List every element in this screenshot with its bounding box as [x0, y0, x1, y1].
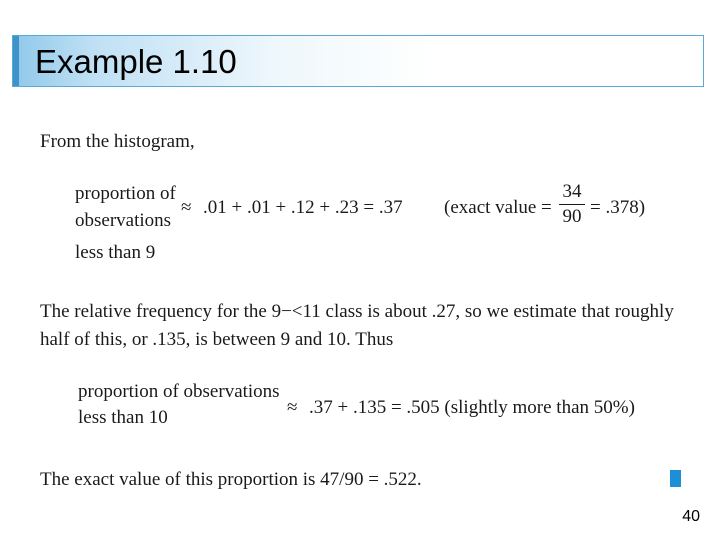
slide-title: Example 1.10 — [35, 43, 237, 80]
eq2-approx-symbol: ≈ — [287, 397, 298, 418]
eq1-fraction-numerator: 34 — [562, 181, 582, 202]
title-accent-edge — [13, 36, 19, 86]
eq1-fraction-bar — [559, 204, 585, 205]
paragraph-line2: half of this, or .135, is between 9 and 10. Thus — [40, 329, 394, 350]
eq1-fraction — [559, 181, 585, 228]
eq2-label-line1: proportion of observations — [78, 381, 280, 402]
eq1-fraction-denominator: 90 — [562, 206, 582, 227]
paragraph-line1: The relative frequency for the 9−<11 class is about .27, so we estimate that roughly — [40, 301, 674, 322]
eq1-exact-prefix: (exact value = — [444, 197, 552, 218]
eq1-approx-symbol: ≈ — [181, 197, 192, 218]
end-of-example-square-icon — [670, 470, 681, 487]
eq1-expression: .01 + .01 + .12 + .23 = .37 — [203, 197, 403, 218]
eq2-label-line2: less than 10 — [78, 407, 168, 428]
page-number: 40 — [682, 508, 700, 525]
eq1-label-line3: less than 9 — [75, 242, 156, 263]
slide-title-bar — [12, 35, 704, 87]
eq2-expression: .37 + .135 = .505 (slightly more than 50%) — [309, 397, 635, 418]
eq1-exact-suffix: = .378) — [590, 197, 646, 218]
intro-text: From the histogram, — [40, 131, 195, 152]
eq1-label-line1: proportion of — [75, 183, 176, 204]
conclusion-text: The exact value of this proportion is 47/90 = .522. — [40, 469, 422, 490]
eq1-label-line2: observations — [75, 210, 172, 231]
